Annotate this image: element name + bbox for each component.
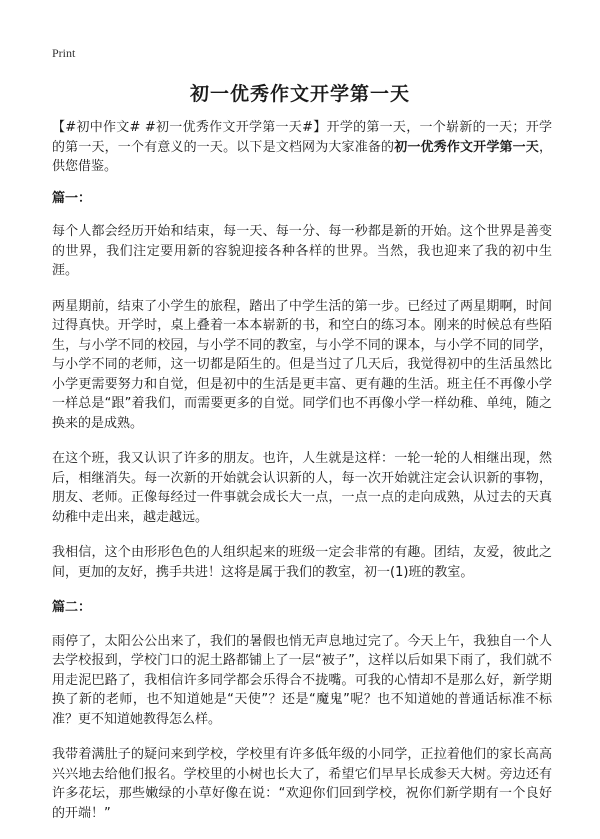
intro-text: 开学的第一天，一个崭新的一天；开学的第一天，一个有意义的一天。以下是文档网为大家准备的: [52, 120, 552, 155]
intro-paragraph: [52, 118, 552, 177]
intro-bold-title: 初一优秀作文开学第一天: [394, 139, 539, 155]
section-2-paragraph: 雨停了，太阳公公出来了，我们的暑假也悄无声息地过完了。今天上午，我独自一个人去学校报到，学校门口的泥土路都铺上了一层“被子”，这样以后如果下雨了，我们就不用走泥巴路了，我相信许多同学都会乐得合不拢嘴。可我的心情却不是那么好，新学期换了新的老师，也不知道她是“天使”？还是“魔鬼”呢？也不知道她的普通话标准不标准？更不知道她教得怎么样。: [52, 633, 552, 727]
section-1-paragraph: 我相信，这个由形形色色的人组织起来的班级一定会非常的有趣。团结，友爱，彼此之间，更加的友好，携手共进！这将是属于我们的教室，初一(1)班的教室。: [52, 545, 552, 580]
section-1-paragraph: 每个人都会经历开始和结束，每一天、每一分、每一秒都是新的开始。这个世界是善变的世界，我们注定要用新的容貌迎接各种各样的世界。当然，我也迎来了我的初中生涯。: [52, 224, 552, 278]
page-title: 初一优秀作文开学第一天: [189, 83, 410, 105]
section-1-paragraph: 在这个班，我又认识了许多的朋友。也许，人生就是这样：一轮一轮的人相继出现，然后，相继消失。每一次新的开始就会认识新的人，每一次开始就注定会认识新的事物，朋友、老师。正像每经过一件事就会成长大一点，一点一点的走向成熟，从过去的天真幼稚中走出来，越走越远。: [52, 451, 552, 525]
section-2-paragraph: 我带着满肚子的疑问来到学校，学校里有许多低年级的小同学，正拉着他们的家长高高兴兴地去给他们报名。学校里的小树也长大了，希望它们早早长成参天大树。旁边还有许多花坛，那些嫩绿的小草好像在说：“欢迎你们回到学校，祝你们新学期有一个良好的开端！”: [52, 747, 552, 821]
print-label: Print: [52, 46, 76, 60]
section-heading-2: 篇二：: [52, 600, 92, 615]
intro-tag: 【#初中作文# #初一优秀作文开学第一天#】: [52, 120, 327, 135]
section-1-paragraph: 两星期前，结束了小学生的旅程，踏出了中学生活的第一步。已经过了两星期啊，时间过得真快。开学时，桌上叠着一本本崭新的书，和空白的练习本。刚来的时候总有些陌生，与小学不同的校园，与小学不同的教室，与小学不同的课本，与小学不同的同学，与小学不同的老师，这一切都是陌生的。但是当过了几天后，我觉得初中的生活虽然比小学更需要努力和自觉，但是初中的生活是更丰富、更有趣的生活。班主任不再像小学一样总是“跟”着我们，而需要更多的自觉。同学们也不再像小学一样幼稚、单纯，随之换来的是成熟。: [52, 298, 552, 431]
article-body: [52, 118, 552, 839]
section-heading-1: 篇一：: [52, 190, 92, 206]
intro-end: ，供您借鉴。: [52, 139, 552, 174]
